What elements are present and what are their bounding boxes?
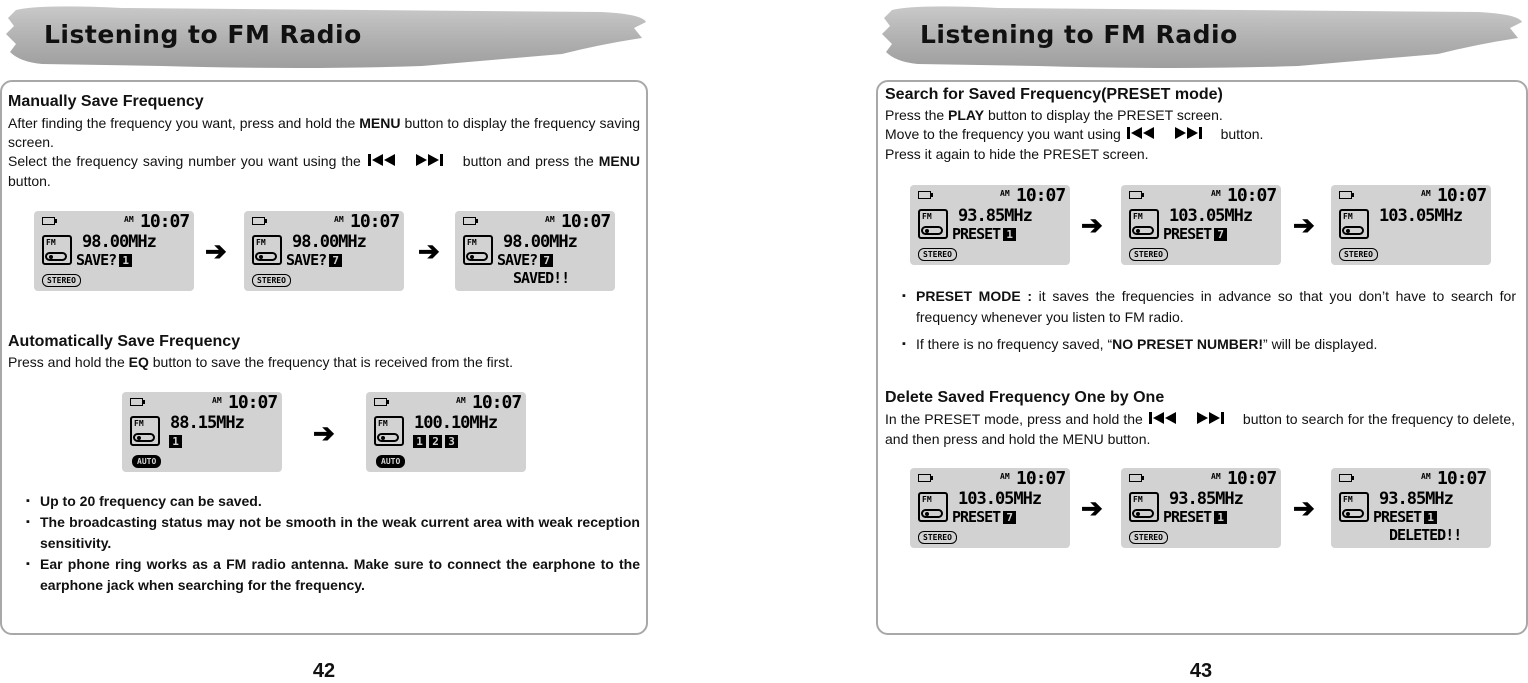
fm-radio-icon: FM bbox=[252, 235, 282, 265]
header-title: Listening to FM Radio bbox=[920, 20, 1238, 49]
skip-forward-icon bbox=[1175, 127, 1202, 139]
page-42 bbox=[0, 0, 652, 682]
auto-save-title: Automatically Save Frequency bbox=[8, 333, 241, 350]
skip-back-icon bbox=[368, 154, 395, 166]
battery-icon bbox=[918, 474, 931, 482]
battery-icon bbox=[918, 191, 931, 199]
skip-buttons-icon bbox=[1125, 126, 1217, 145]
battery-icon bbox=[463, 217, 476, 225]
fm-radio-icon: FM bbox=[1129, 492, 1159, 522]
skip-buttons-icon bbox=[1147, 411, 1239, 430]
header-title: Listening to FM Radio bbox=[44, 20, 362, 49]
right-arrow-icon: ➔ bbox=[1293, 210, 1315, 240]
lcd-screen: AM 10:07 FM 103.05MHz PRESET 7 STEREO bbox=[1121, 185, 1281, 265]
skip-back-icon bbox=[1127, 127, 1154, 139]
lcd-screen: AM 10:07 FM 88.15MHz 1 AUTO bbox=[122, 392, 282, 472]
note-item: ▪ Ear phone ring works as a FM radio antenna. Make sure to connect the earphone to the earphone jack when searching for the frequency. bbox=[26, 554, 640, 596]
notes-list bbox=[902, 286, 1516, 355]
right-arrow-icon: ➔ bbox=[1081, 493, 1103, 523]
delete-saved-text: In the PRESET mode, press and hold the button to search for the frequency to delete, and then press and hold the MENU button. bbox=[885, 411, 1515, 447]
fm-radio-icon: FM bbox=[918, 492, 948, 522]
note-item: ▪ PRESET MODE : it saves the frequencies in advance so that you don’t have to search for frequency whenever you listen to FM radio. bbox=[902, 286, 1516, 328]
battery-icon bbox=[130, 398, 143, 406]
lcd-screen: AM 10:07 FM 93.85MHz PRESET 1 STEREO bbox=[1121, 468, 1281, 548]
delete-saved-title: Delete Saved Frequency One by One bbox=[885, 389, 1165, 406]
lcd-screen: AM 10:07 FM 93.85MHz PRESET 1 DELETED!! bbox=[1331, 468, 1491, 548]
battery-icon bbox=[1129, 191, 1142, 199]
fm-radio-icon: FM bbox=[1129, 209, 1159, 239]
right-arrow-icon: ➔ bbox=[313, 418, 335, 448]
lcd-screen: AM 10:07 FM 98.00MHz SAVE? 7 SAVED!! bbox=[455, 211, 615, 291]
fm-radio-icon: FM bbox=[42, 235, 72, 265]
manual-save-text: After finding the frequency you want, press and hold the MENU button to display the frequency saving screen. Select the frequency saving number you want using the button and press the MENU button. bbox=[8, 115, 641, 189]
fm-radio-icon: FM bbox=[463, 235, 493, 265]
right-arrow-icon: ➔ bbox=[418, 236, 440, 266]
note-item: ▪ Up to 20 frequency can be saved. bbox=[26, 491, 640, 512]
manual-save-title: Manually Save Frequency bbox=[8, 93, 204, 110]
fm-radio-icon: FM bbox=[1339, 492, 1369, 522]
lcd-screen: AM 10:07 FM 93.85MHz PRESET 1 STEREO bbox=[910, 185, 1070, 265]
skip-back-icon bbox=[1149, 412, 1176, 424]
lcd-screen: AM 10:07 FM 103.05MHz PRESET 7 STEREO bbox=[910, 468, 1070, 548]
skip-forward-icon bbox=[1197, 412, 1224, 424]
notes-list bbox=[26, 491, 640, 596]
search-saved-title: Search for Saved Frequency(PRESET mode) bbox=[885, 86, 1223, 103]
lcd-screen: AM 10:07 FM 98.00MHz SAVE? 7 STEREO bbox=[244, 211, 404, 291]
lcd-screen: AM 10:07 FM 103.05MHz STEREO bbox=[1331, 185, 1491, 265]
battery-icon bbox=[1129, 474, 1142, 482]
battery-icon bbox=[1339, 191, 1352, 199]
page-number: 42 bbox=[312, 660, 336, 682]
battery-icon bbox=[42, 217, 55, 225]
search-saved-text: Press the PLAY button to display the PRESET screen. Move to the frequency you want using button. Press it again to hide the PRESET screen. bbox=[885, 107, 1264, 162]
lcd-screen: AM 10:07 FM 98.00MHz SAVE? 1 STEREO bbox=[34, 211, 194, 291]
fm-radio-icon: FM bbox=[1339, 209, 1369, 239]
lcd-screen: AM 10:07 FM 100.10MHz 1 2 3 AUTO bbox=[366, 392, 526, 472]
battery-icon bbox=[252, 217, 265, 225]
right-arrow-icon: ➔ bbox=[1081, 210, 1103, 240]
auto-save-text: Press and hold the EQ button to save the frequency that is received from the first. bbox=[8, 354, 514, 370]
skip-forward-icon bbox=[416, 154, 443, 166]
page-43 bbox=[876, 0, 1528, 682]
right-arrow-icon: ➔ bbox=[1293, 493, 1315, 523]
battery-icon bbox=[374, 398, 387, 406]
page-number: 43 bbox=[1189, 660, 1213, 682]
skip-buttons-icon bbox=[366, 153, 458, 172]
fm-radio-icon: FM bbox=[374, 416, 404, 446]
fm-radio-icon: FM bbox=[130, 416, 160, 446]
note-item: ▪ The broadcasting status may not be smooth in the weak current area with weak reception sensitivity. bbox=[26, 512, 640, 554]
battery-icon bbox=[1339, 474, 1352, 482]
fm-radio-icon: FM bbox=[918, 209, 948, 239]
right-arrow-icon: ➔ bbox=[205, 236, 227, 266]
note-item: ▪ If there is no frequency saved, “NO PRESET NUMBER!” will be displayed. bbox=[902, 334, 1516, 355]
